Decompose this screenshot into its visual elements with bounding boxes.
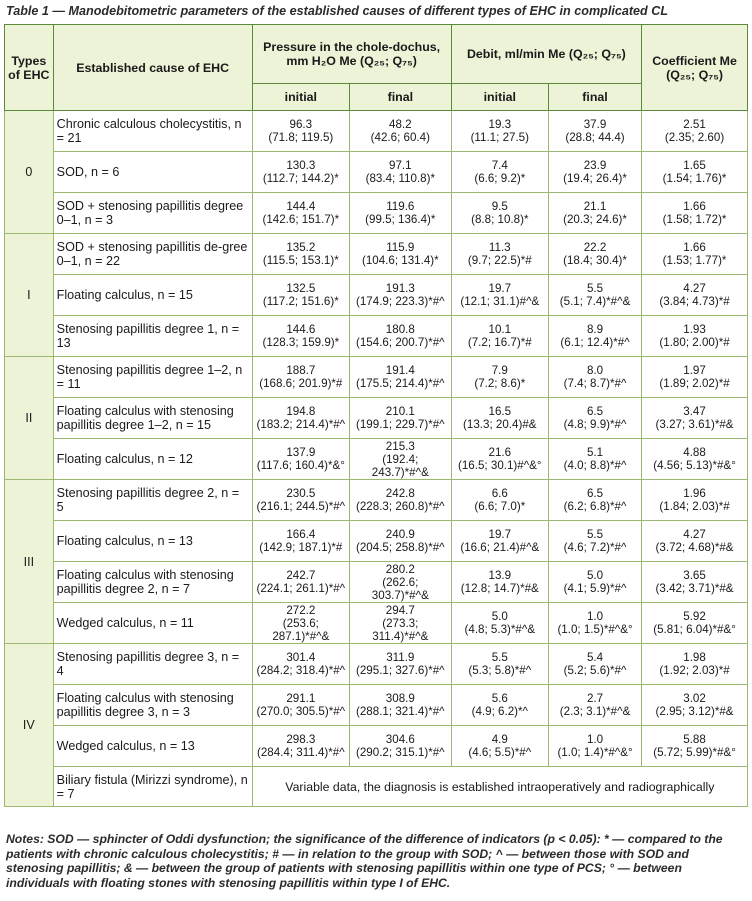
median-value: 301.4	[286, 651, 316, 664]
header-pressure: Pressure in the chole-dochus, mm H₂O Me (Q₂₅; Q₇₅)	[252, 25, 451, 84]
median-value: 22.2	[583, 241, 607, 254]
median-value: 135.2	[286, 241, 316, 254]
median-value: 48.2	[389, 118, 412, 131]
quartile-range: (183.2; 214.4)*#^	[256, 418, 346, 431]
median-value: 191.3	[385, 282, 415, 295]
coefficient-cell	[642, 562, 748, 603]
cause-cell: Chronic calculous cholecystitis, n = 21	[53, 111, 252, 152]
quartile-range: (1.84; 2.03)*#	[659, 500, 730, 513]
quartile-range: (1.54; 1.76)*	[662, 172, 727, 185]
quartile-range: (20.3; 24.6)*	[563, 213, 627, 226]
header-debit-initial: initial	[451, 84, 548, 111]
quartile-range: (154.6; 200.7)*#^	[356, 336, 445, 349]
cause-cell: Stenosing papillitis degree 1, n = 13	[53, 316, 252, 357]
median-value: 5.88	[683, 733, 706, 746]
debit-final-cell	[548, 685, 641, 726]
quartile-range: (99.5; 136.4)*	[365, 213, 436, 226]
quartile-range: (16.6; 21.4)#^&	[460, 541, 540, 554]
coefficient-cell	[642, 726, 748, 767]
quartile-range: (16.5; 30.1)#^&°	[458, 459, 542, 472]
quartile-range: (175.5; 214.4)*#^	[356, 377, 445, 390]
table-row	[5, 603, 748, 644]
median-value: 3.47	[683, 405, 706, 418]
type-cell: 0	[5, 111, 54, 234]
pressure-initial-cell	[252, 398, 349, 439]
pressure-final-cell	[350, 398, 452, 439]
debit-final-cell	[548, 726, 641, 767]
quartile-range: (71.8; 119.5)	[268, 131, 334, 144]
cause-cell: SOD + stenosing papillitis de-gree 0–1, n = 22	[53, 234, 252, 275]
debit-initial-cell	[451, 480, 548, 521]
quartile-range: (1.89; 2.02)*#	[659, 377, 730, 390]
median-value: 308.9	[385, 692, 415, 705]
table-row	[5, 685, 748, 726]
table-caption: Table 1 — Manodebitometric parameters of the established causes of different types of EHC in complicated CL	[6, 4, 669, 18]
quartile-range: (270.0; 305.5)*#^	[256, 705, 346, 718]
median-value: 5.5	[586, 282, 604, 295]
median-value: 4.27	[683, 282, 706, 295]
pressure-initial-cell	[252, 685, 349, 726]
type-cell: II	[5, 357, 54, 480]
header-pressure-final: final	[350, 84, 452, 111]
quartile-range: (6.6; 9.2)*	[474, 172, 526, 185]
debit-final-cell	[548, 193, 641, 234]
pressure-final-cell	[350, 357, 452, 398]
quartile-range: (284.2; 318.4)*#^	[256, 664, 346, 677]
pressure-initial-cell	[252, 726, 349, 767]
coefficient-cell	[642, 480, 748, 521]
median-value: 2.51	[683, 118, 706, 131]
quartile-range: (19.4; 26.4)*	[563, 172, 627, 185]
pressure-initial-cell	[252, 152, 349, 193]
median-value: 119.6	[386, 200, 415, 213]
type-group	[5, 644, 748, 807]
quartile-range: (9.7; 22.5)*#	[467, 254, 532, 267]
median-value: 5.6	[491, 692, 508, 705]
table-notes: Notes: SOD — sphincter of Oddi dysfunction; the significance of the difference of indicators (p < 0.05): * — compared to the patients with chronic calculous cholecystitis; # — in relation to the group with SOD; ^ — between those with SOD and stenosing papillitis; & — between the group of patients with stenosing papillitis within one type of PCS; ° — between individuals with floating stones with stenosing papillitis within type I of EHC.	[6, 832, 723, 890]
median-value: 21.6	[488, 446, 512, 459]
cause-cell: SOD + stenosing papillitis degree 0–1, n = 3	[53, 193, 252, 234]
table-row	[5, 357, 748, 398]
median-value: 6.6	[491, 487, 508, 500]
median-value: 215.3	[385, 439, 415, 453]
type-cell: I	[5, 234, 54, 357]
table-row	[5, 234, 748, 275]
coefficient-cell	[642, 316, 748, 357]
quartile-range: (3.84; 4.73)*#	[659, 295, 730, 308]
median-value: 3.65	[683, 569, 706, 582]
pressure-final-cell	[350, 193, 452, 234]
median-value: 11.3	[488, 241, 511, 254]
median-value: 3.02	[683, 692, 706, 705]
coefficient-cell	[642, 111, 748, 152]
quartile-range: (4.1; 5.9)*#^	[563, 582, 627, 595]
median-value: 1.66	[683, 241, 706, 254]
quartile-range: (3.72; 4.68)*#&	[655, 541, 734, 554]
pressure-final-cell	[350, 439, 452, 480]
coefficient-cell	[642, 603, 748, 644]
type-group	[5, 234, 748, 357]
median-value: 188.7	[286, 364, 316, 377]
pressure-final-cell	[350, 234, 452, 275]
median-value: 6.5	[586, 405, 604, 418]
median-value: 194.8	[286, 405, 316, 418]
quartile-range: (117.6; 160.4)*&°	[256, 459, 345, 472]
debit-final-cell	[548, 111, 641, 152]
median-value: 9.5	[491, 200, 508, 213]
debit-initial-cell	[451, 111, 548, 152]
header-debit-final: final	[548, 84, 641, 111]
type-group	[5, 480, 748, 644]
debit-initial-cell	[451, 644, 548, 685]
cause-cell: Floating calculus with stenosing papillitis degree 2, n = 7	[53, 562, 252, 603]
median-value: 97.1	[389, 159, 412, 172]
quartile-range: (3.42; 3.71)*#&	[655, 582, 734, 595]
debit-initial-cell	[451, 398, 548, 439]
cause-cell: Wedged calculus, n = 13	[53, 726, 252, 767]
table-row	[5, 439, 748, 480]
cause-cell: Floating calculus, n = 12	[53, 439, 252, 480]
quartile-range: (2.95; 3.12)*#&	[655, 705, 734, 718]
coefficient-cell	[642, 234, 748, 275]
median-value: 4.9	[491, 733, 508, 746]
debit-initial-cell	[451, 193, 548, 234]
pressure-final-cell	[350, 111, 452, 152]
pressure-initial-cell	[252, 234, 349, 275]
quartile-range: (290.2; 315.1)*#^	[356, 746, 445, 759]
variable-data-cell: Variable data, the diagnosis is established intraoperatively and radiographically	[252, 767, 747, 807]
median-value: 166.4	[286, 528, 316, 541]
header-pressure-initial: initial	[252, 84, 349, 111]
table-row	[5, 111, 748, 152]
debit-final-cell	[548, 357, 641, 398]
median-value: 191.4	[385, 364, 415, 377]
median-value: 272.2	[286, 603, 316, 617]
quartile-range: (4.6; 5.5)*#^	[468, 746, 532, 759]
median-value: 1.66	[683, 200, 706, 213]
median-value: 130.3	[286, 159, 316, 172]
quartile-range: (204.5; 258.8)*#^	[356, 541, 445, 554]
quartile-range: (192.4; 243.7)*#^&	[371, 452, 429, 479]
median-value: 5.5	[491, 651, 508, 664]
median-value: 5.92	[683, 610, 706, 623]
median-value: 115.9	[386, 241, 415, 254]
pressure-initial-cell	[252, 644, 349, 685]
median-value: 5.0	[586, 569, 604, 582]
pressure-initial-cell	[252, 193, 349, 234]
pressure-final-cell	[350, 603, 452, 644]
quartile-range: (11.1; 27.5)	[470, 131, 529, 144]
quartile-range: (168.6; 201.9)*#	[259, 377, 343, 390]
quartile-range: (5.72; 5.99)*#&°	[653, 746, 736, 759]
cause-cell: Biliary fistula (Mirizzi syndrome), n = 7	[53, 767, 252, 807]
coefficient-cell	[642, 357, 748, 398]
pressure-final-cell	[350, 275, 452, 316]
debit-initial-cell	[451, 562, 548, 603]
median-value: 242.7	[286, 569, 316, 582]
median-value: 311.9	[386, 651, 415, 664]
header-types: Types of EHC	[5, 25, 54, 111]
median-value: 10.1	[488, 323, 512, 336]
type-cell: IV	[5, 644, 54, 807]
pressure-initial-cell	[252, 603, 349, 644]
quartile-range: (6.2; 6.8)*#^	[563, 500, 627, 513]
median-value: 230.5	[286, 487, 316, 500]
cause-cell: Floating calculus, n = 13	[53, 521, 252, 562]
median-value: 8.0	[586, 364, 604, 377]
median-value: 132.5	[286, 282, 316, 295]
pressure-final-cell	[350, 685, 452, 726]
quartile-range: (1.53; 1.77)*	[662, 254, 727, 267]
debit-final-cell	[548, 521, 641, 562]
quartile-range: (2.3; 3.1)*#^&	[559, 705, 631, 718]
quartile-range: (4.8; 5.3)*#^&	[464, 623, 536, 636]
quartile-range: (142.9; 187.1)*#	[259, 541, 343, 554]
pressure-initial-cell	[252, 357, 349, 398]
median-value: 1.98	[683, 651, 706, 664]
debit-initial-cell	[451, 685, 548, 726]
median-value: 298.3	[286, 733, 316, 746]
median-value: 7.4	[491, 159, 508, 172]
pressure-initial-cell	[252, 316, 349, 357]
quartile-range: (7.4; 8.7)*#^	[563, 377, 627, 390]
type-group	[5, 357, 748, 480]
coefficient-cell	[642, 644, 748, 685]
debit-final-cell	[548, 603, 641, 644]
quartile-range: (6.1; 12.4)*#^	[560, 336, 630, 349]
quartile-range: (4.9; 6.2)*^	[471, 705, 528, 718]
quartile-range: (216.1; 244.5)*#^	[256, 500, 346, 513]
median-value: 144.4	[286, 200, 316, 213]
median-value: 1.65	[683, 159, 706, 172]
debit-initial-cell	[451, 234, 548, 275]
median-value: 19.7	[488, 282, 512, 295]
debit-initial-cell	[451, 726, 548, 767]
quartile-range: (7.2; 16.7)*#	[467, 336, 532, 349]
median-value: 210.1	[385, 405, 415, 418]
quartile-range: (284.4; 311.4)*#^	[256, 746, 345, 759]
pressure-final-cell	[350, 316, 452, 357]
table-row	[5, 316, 748, 357]
pressure-final-cell	[350, 152, 452, 193]
quartile-range: (253.6; 287.1)*#^&	[272, 616, 330, 643]
quartile-range: (3.27; 3.61)*#&	[655, 418, 734, 431]
quartile-range: (1.58; 1.72)*	[662, 213, 727, 226]
quartile-range: (1.0; 1.5)*#^&°	[557, 623, 633, 636]
quartile-range: (4.56; 5.13)*#&°	[653, 459, 736, 472]
quartile-range: (12.8; 14.7)*#&	[460, 582, 539, 595]
quartile-range: (18.4; 30.4)*	[563, 254, 627, 267]
median-value: 5.4	[586, 651, 604, 664]
coefficient-cell	[642, 152, 748, 193]
cause-cell: Wedged calculus, n = 11	[53, 603, 252, 644]
pressure-final-cell	[350, 644, 452, 685]
median-value: 23.9	[583, 159, 607, 172]
quartile-range: (5.1; 7.4)*#^&	[559, 295, 631, 308]
median-value: 144.6	[286, 323, 316, 336]
quartile-range: (5.3; 5.8)*#^	[468, 664, 532, 677]
quartile-range: (117.2; 151.6)*	[262, 295, 339, 308]
pressure-final-cell	[350, 480, 452, 521]
median-value: 1.0	[586, 610, 604, 623]
quartile-range: (174.9; 223.3)*#^	[356, 295, 445, 308]
debit-final-cell	[548, 234, 641, 275]
table-row	[5, 644, 748, 685]
median-value: 294.7	[385, 603, 415, 617]
quartile-range: (12.1; 31.1)#^&	[460, 295, 540, 308]
table-row	[5, 726, 748, 767]
quartile-range: (4.0; 8.8)*#^	[563, 459, 627, 472]
pressure-final-cell	[350, 562, 452, 603]
median-value: 1.93	[683, 323, 706, 336]
pressure-initial-cell	[252, 111, 349, 152]
median-value: 1.96	[683, 487, 706, 500]
debit-final-cell	[548, 316, 641, 357]
debit-initial-cell	[451, 357, 548, 398]
debit-final-cell	[548, 480, 641, 521]
table-row	[5, 521, 748, 562]
type-cell: III	[5, 480, 54, 644]
quartile-range: (5.81; 6.04)*#&°	[653, 623, 736, 636]
quartile-range: (128.3; 159.9)*	[262, 336, 340, 349]
table-row	[5, 562, 748, 603]
quartile-range: (5.2; 5.6)*#^	[563, 664, 627, 677]
median-value: 96.3	[289, 118, 313, 131]
median-value: 4.27	[683, 528, 706, 541]
median-value: 291.1	[286, 692, 316, 705]
coefficient-cell	[642, 521, 748, 562]
quartile-range: (42.6; 60.4)	[370, 131, 430, 144]
pressure-final-cell	[350, 521, 452, 562]
debit-final-cell	[548, 644, 641, 685]
pressure-initial-cell	[252, 521, 349, 562]
median-value: 304.6	[385, 733, 415, 746]
pressure-initial-cell	[252, 562, 349, 603]
debit-final-cell	[548, 275, 641, 316]
coefficient-cell	[642, 685, 748, 726]
quartile-range: (83.4; 110.8)*	[365, 172, 435, 185]
quartile-range: (288.1; 321.4)*#^	[356, 705, 445, 718]
quartile-range: (199.1; 229.7)*#^	[356, 418, 445, 431]
debit-final-cell	[548, 152, 641, 193]
debit-initial-cell	[451, 152, 548, 193]
header-cause: Established cause of EHC	[53, 25, 252, 111]
pressure-initial-cell	[252, 480, 349, 521]
cause-cell: Floating calculus with stenosing papillitis degree 3, n = 3	[53, 685, 252, 726]
debit-initial-cell	[451, 316, 548, 357]
median-value: 242.8	[385, 487, 415, 500]
median-value: 2.7	[586, 692, 604, 705]
median-value: 180.8	[385, 323, 415, 336]
quartile-range: (1.80; 2.00)*#	[659, 336, 730, 349]
quartile-range: (115.5; 153.1)*	[262, 254, 339, 267]
quartile-range: (104.6; 131.4)*	[361, 254, 439, 267]
median-value: 1.0	[586, 733, 604, 746]
quartile-range: (224.1; 261.1)*#^	[256, 582, 346, 595]
cause-cell: Stenosing papillitis degree 3, n = 4	[53, 644, 252, 685]
median-value: 19.3	[488, 118, 512, 131]
pressure-initial-cell	[252, 439, 349, 480]
quartile-range: (262.6; 303.7)*#^&	[371, 575, 429, 602]
table-row	[5, 275, 748, 316]
quartile-range: (28.8; 44.4)	[565, 131, 625, 144]
median-value: 6.5	[586, 487, 604, 500]
table-row	[5, 193, 748, 234]
median-value: 7.9	[491, 364, 508, 377]
cause-cell: Stenosing papillitis degree 1–2, n = 11	[53, 357, 252, 398]
table-row	[5, 480, 748, 521]
quartile-range: (228.3; 260.8)*#^	[356, 500, 445, 513]
debit-initial-cell	[451, 521, 548, 562]
type-group	[5, 111, 748, 234]
median-value: 137.9	[286, 446, 316, 459]
header-coefficient: Coefficient Me (Q₂₅; Q₇₅)	[642, 25, 748, 111]
median-value: 240.9	[385, 528, 415, 541]
quartile-range: (2.35; 2.60)	[664, 131, 725, 144]
median-value: 19.7	[488, 528, 512, 541]
median-value: 5.5	[586, 528, 604, 541]
median-value: 280.2	[385, 562, 415, 576]
quartile-range: (295.1; 327.6)*#^	[356, 664, 445, 677]
median-value: 5.1	[586, 446, 604, 459]
coefficient-cell	[642, 193, 748, 234]
median-value: 21.1	[583, 200, 607, 213]
quartile-range: (13.3; 20.4)#&	[463, 418, 537, 431]
debit-initial-cell	[451, 439, 548, 480]
debit-final-cell	[548, 439, 641, 480]
pressure-initial-cell	[252, 275, 349, 316]
median-value: 4.88	[683, 446, 706, 459]
median-value: 16.5	[488, 405, 512, 418]
quartile-range: (1.0; 1.4)*#^&°	[557, 746, 633, 759]
debit-initial-cell	[451, 603, 548, 644]
debit-initial-cell	[451, 275, 548, 316]
manodebitometric-table	[4, 24, 748, 807]
debit-final-cell	[548, 562, 641, 603]
header-debit: Debit, ml/min Me (Q₂₅; Q₇₅)	[451, 25, 641, 84]
quartile-range: (273.3; 311.4)*#^&	[372, 616, 429, 643]
cause-cell: SOD, n = 6	[53, 152, 252, 193]
median-value: 13.9	[488, 569, 512, 582]
cause-cell: Floating calculus, n = 15	[53, 275, 252, 316]
median-value: 5.0	[491, 610, 508, 623]
cause-cell: Stenosing papillitis degree 2, n = 5	[53, 480, 252, 521]
quartile-range: (7.2; 8.6)*	[474, 377, 526, 390]
table-row	[5, 152, 748, 193]
cause-cell: Floating calculus with stenosing papillitis degree 1–2, n = 15	[53, 398, 252, 439]
quartile-range: (112.7; 144.2)*	[262, 172, 339, 185]
debit-final-cell	[548, 398, 641, 439]
median-value: 1.97	[683, 364, 706, 377]
quartile-range: (8.8; 10.8)*	[471, 213, 529, 226]
quartile-range: (142.6; 151.7)*	[262, 213, 340, 226]
coefficient-cell	[642, 439, 748, 480]
table-row	[5, 398, 748, 439]
median-value: 37.9	[583, 118, 607, 131]
quartile-range: (1.92; 2.03)*#	[659, 664, 730, 677]
coefficient-cell	[642, 398, 748, 439]
pressure-final-cell	[350, 726, 452, 767]
quartile-range: (4.8; 9.9)*#^	[563, 418, 627, 431]
median-value: 8.9	[586, 323, 604, 336]
coefficient-cell	[642, 275, 748, 316]
quartile-range: (4.6; 7.2)*#^	[563, 541, 627, 554]
table-row	[5, 767, 748, 807]
quartile-range: (6.6; 7.0)*	[474, 500, 526, 513]
